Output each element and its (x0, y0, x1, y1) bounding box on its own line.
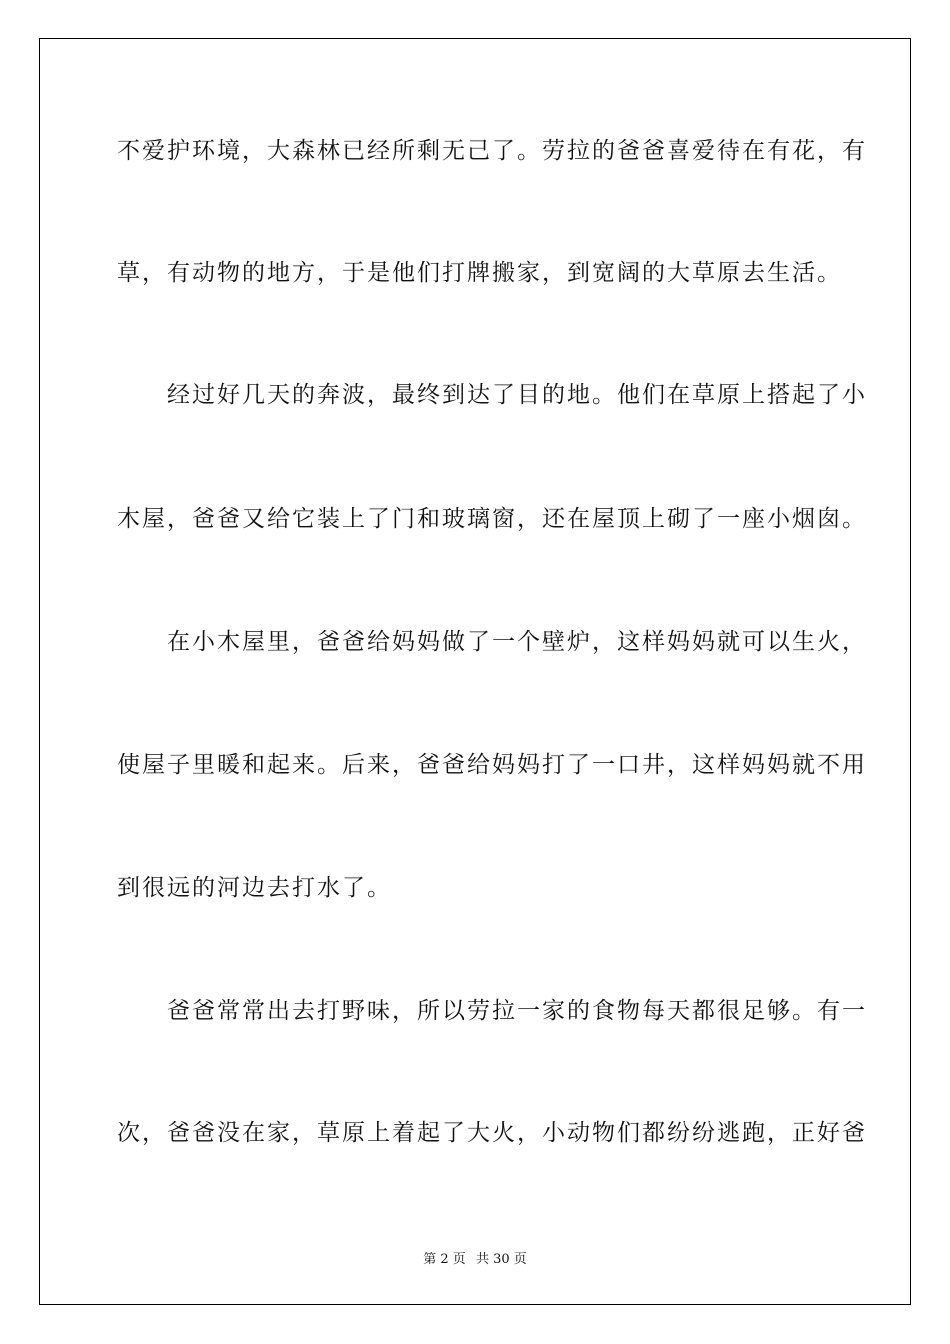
page-number: 第 2 页 (423, 1252, 466, 1267)
text-line: 经过好几天的奔波，最终到达了目的地。他们在草原上搭起了小 (117, 382, 867, 408)
text-line: 使屋子里暖和起来。后来，爸爸给妈妈打了一口井，这样妈妈就不用 (117, 752, 867, 778)
page-border (39, 38, 911, 1305)
page-total: 共 30 页 (475, 1252, 527, 1267)
text-line: 木屋，爸爸又给它装上了门和玻璃窗，还在屋顶上砌了一座小烟囱。 (117, 506, 867, 532)
text-line: 草，有动物的地方，于是他们打牌搬家，到宽阔的大草原去生活。 (117, 260, 842, 286)
text-line: 次，爸爸没在家，草原上着起了大火，小动物们都纷纷逃跑，正好爸 (117, 1120, 867, 1146)
text-line: 爸爸常常出去打野味，所以劳拉一家的食物每天都很足够。有一 (117, 998, 867, 1024)
text-line: 到很远的河边去打水了。 (117, 875, 392, 901)
text-line: 在小木屋里，爸爸给妈妈做了一个壁炉，这样妈妈就可以生火， (117, 629, 867, 655)
page-footer (0, 1248, 950, 1267)
text-line: 不爱护环境，大森林已经所剩无己了。劳拉的爸爸喜爱待在有花，有 (117, 138, 867, 164)
